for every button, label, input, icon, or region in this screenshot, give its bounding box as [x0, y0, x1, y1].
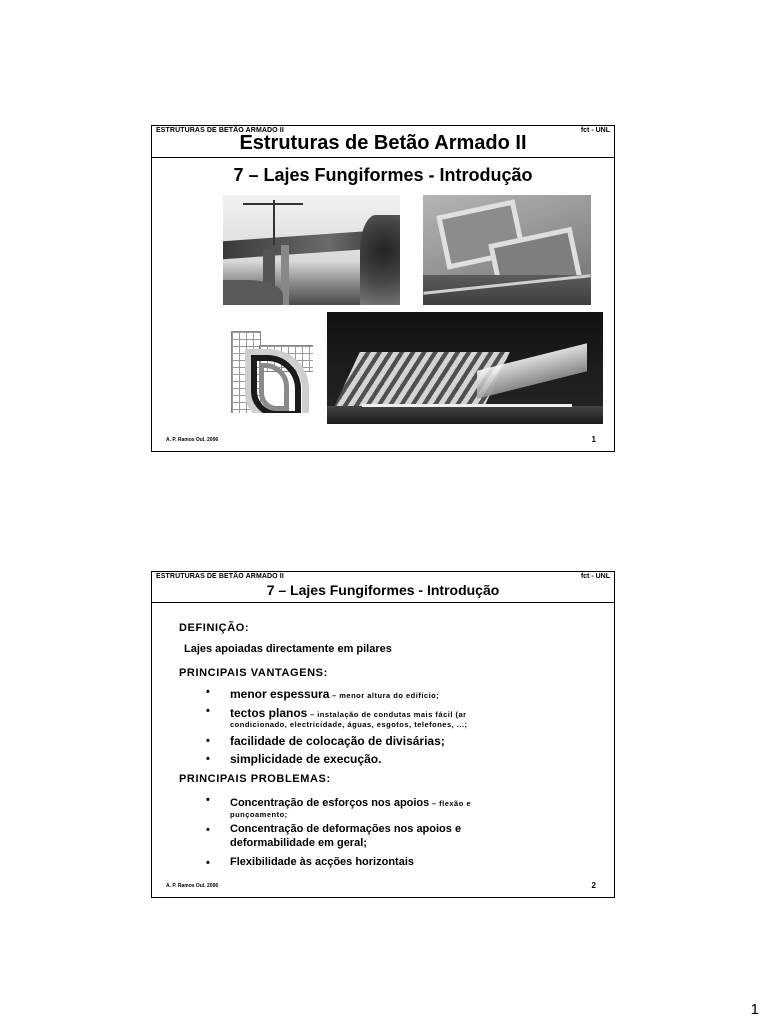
problemas-heading: PRINCIPAIS PROBLEMAS:	[179, 773, 331, 785]
vantagem-item: menor espessura – menor altura do edifício;	[230, 687, 440, 701]
slide-title: Estruturas de Betão Armado II	[239, 132, 527, 154]
slide-footer-number: 2	[591, 881, 596, 890]
slide-title: 7 – Lajes Fungiformes - Introdução	[266, 582, 500, 598]
slide-subtitle: 7 – Lajes Fungiformes - Introdução	[233, 165, 533, 185]
stadium-night-photo	[327, 312, 603, 424]
problema-item: Concentração de deformações nos apoios e	[230, 823, 462, 835]
slide-footer-number: 1	[591, 435, 596, 444]
vantagem-item: simplicidade de execução.	[230, 752, 382, 766]
bullet-icon: •	[206, 686, 210, 698]
page-number: 1	[750, 1001, 759, 1018]
problema-item: Concentração de esforços nos apoios – flexão e	[230, 797, 472, 809]
bullet-icon: •	[206, 794, 210, 806]
vantagens-heading: PRINCIPAIS VANTAGENS:	[179, 667, 328, 679]
slide-header-left: ESTRUTURAS DE BETÃO ARMADO II	[156, 127, 284, 134]
slide-footer-author: A. P. Ramos Oul. 2006	[166, 883, 219, 889]
bullet-icon: •	[206, 824, 210, 836]
definicao-text: Lajes apoiadas directamente em pilares	[184, 643, 392, 655]
slide-footer-author: A. P. Ramos Oul. 2006	[166, 437, 219, 443]
problema-item: Flexibilidade às acções horizontais	[230, 856, 415, 868]
vantagem-item: facilidade de colocação de divisárias;	[230, 734, 445, 748]
vantagem-item: tectos planos – instalação de condutas mais fácil (ar	[230, 706, 467, 720]
definicao-heading: DEFINIÇÃO:	[179, 622, 250, 634]
slide-2	[151, 571, 615, 898]
slide-header-left: ESTRUTURAS DE BETÃO ARMADO II	[156, 573, 284, 580]
slide-header-right: fct - UNL	[580, 127, 610, 134]
bullet-icon: •	[206, 753, 210, 765]
problema-item-line2: deformabilidade em geral;	[230, 837, 367, 849]
bridge-construction-photo	[223, 195, 400, 305]
vantagem-item-detail: condicionado, electricidade, águas, esgotos, telefones, ...;	[230, 720, 468, 729]
bullet-icon: •	[206, 705, 210, 717]
slab-zone-diagram	[231, 331, 313, 413]
problema-item-detail: punçoamento;	[230, 810, 288, 819]
slide-header-right: fct - UNL	[580, 573, 610, 580]
aerial-construction-photo	[423, 195, 591, 305]
bullet-icon: •	[206, 735, 210, 747]
slide-1	[151, 125, 615, 452]
bullet-icon: •	[206, 857, 210, 869]
title-divider	[152, 157, 614, 158]
title-divider	[152, 602, 614, 603]
